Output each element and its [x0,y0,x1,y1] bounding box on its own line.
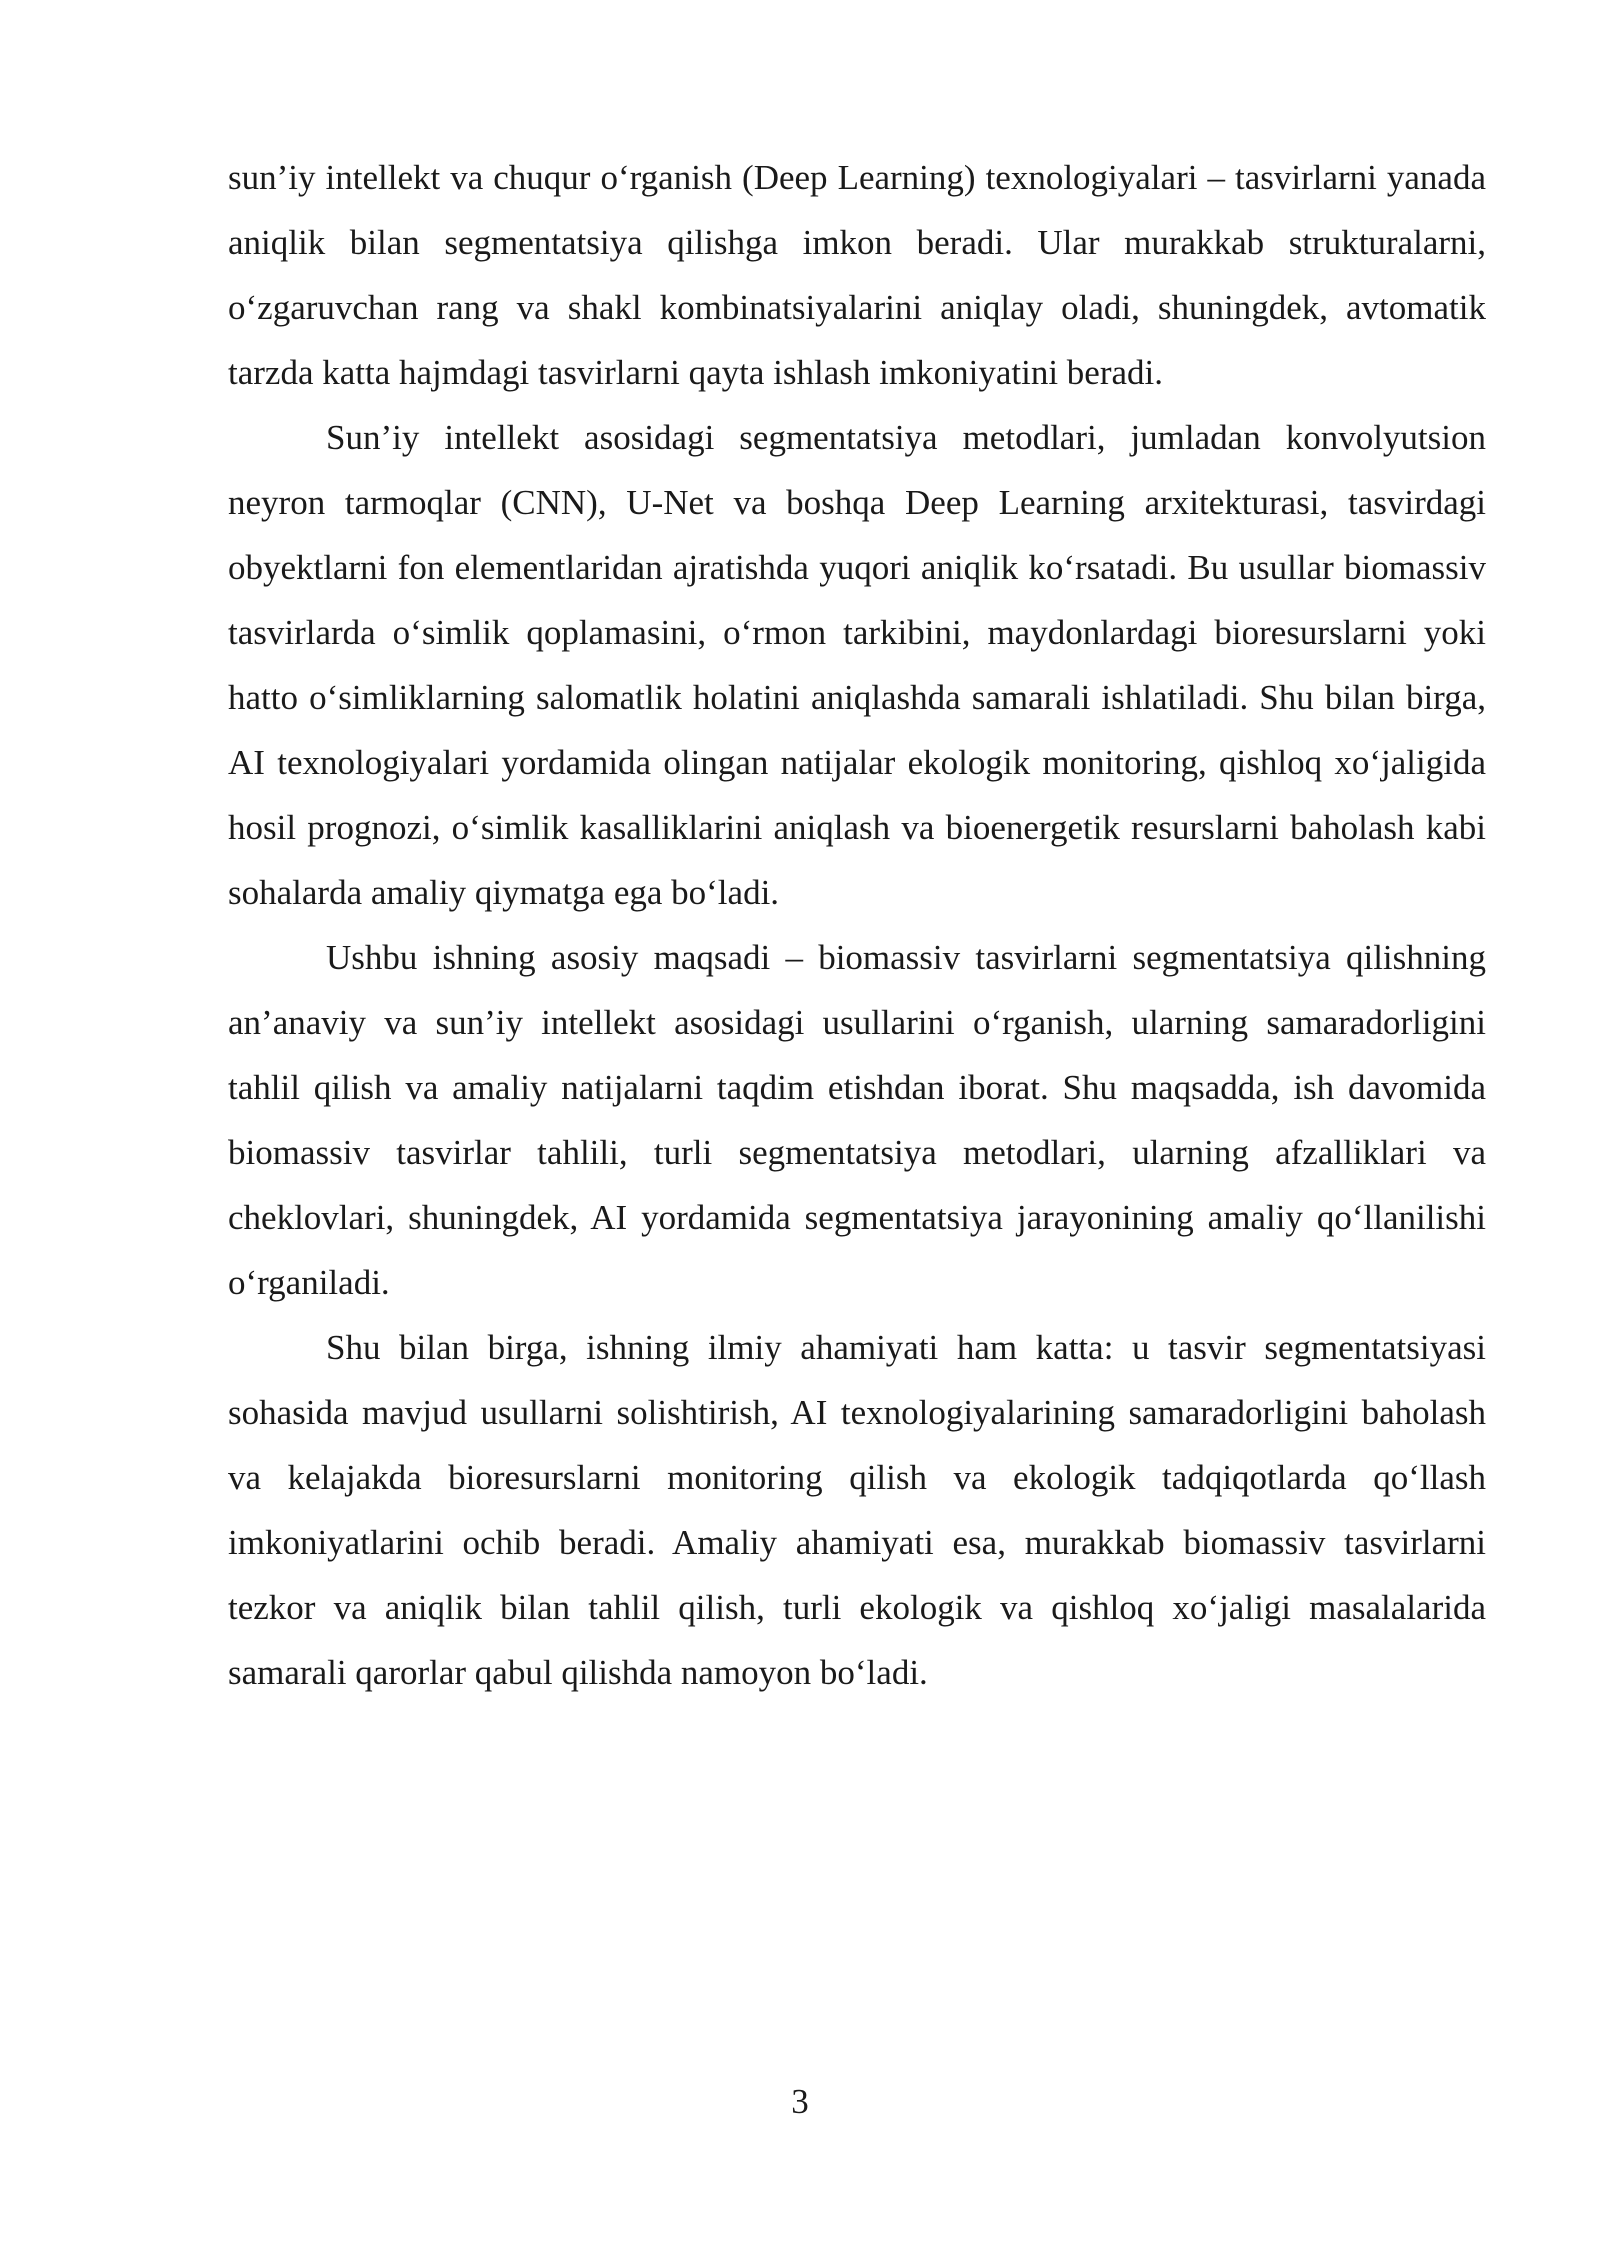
page-number: 3 [791,2082,809,2121]
paragraph-continuation: sun’iy intellekt va chuqur o‘rganish (Deep Learning) texnologiyalari – tasvirlarni yanada aniqlik bilan segmentatsiya qilishga imkon beradi. Ular murakkab strukturalarni, o‘zgaruvchan rang va shakl kombinatsiyalarini aniqlay oladi, shuningdek, avtomatik tarzda katta hajmdagi tasvirlarni qayta ishlash imkoniyatini beradi. [228,158,1486,392]
body-text [228,145,1486,1705]
paragraph-scientific-significance: Shu bilan birga, ishning ilmiy ahamiyati ham katta: u tasvir segmentatsiyasi sohasida mavjud usullarni solishtirish, AI texnologiyalarining samaradorligini baholash va kelajakda bioresurslarni monitoring qilish va ekologik tadqiqotlarda qo‘llash imkoniyatlarini ochib beradi. Amaliy ahamiyati esa, murakkab biomassiv tasvirlarni tezkor va aniqlik bilan tahlil qilish, turli ekologik va qishloq xo‘jaligi masalalarida samarali qarorlar qabul qilishda namoyon bo‘ladi. [228,1328,1486,1692]
paragraph-ai-segmentation-methods: Sun’iy intellekt asosidagi segmentatsiya metodlari, jumladan konvolyutsion neyron tarmoqlar (CNN), U-Net va boshqa Deep Learning arxitekturasi, tasvirdagi obyektlarni fon elementlaridan ajratishda yuqori aniqlik ko‘rsatadi. Bu usullar biomassiv tasvirlarda o‘simlik qoplamasini, o‘rmon tarkibini, maydonlardagi bioresurslarni yoki hatto o‘simliklarning salomatlik holatini aniqlashda samarali ishlatiladi. Shu bilan birga, AI texnologiyalari yordamida olingan natijalar ekologik monitoring, qishloq xo‘jaligida hosil prognozi, o‘simlik kasalliklarini aniqlash va bioenergetik resurslarni baholash kabi sohalarda amaliy qiymatga ega bo‘ladi. [228,418,1486,912]
paragraph-main-goal: Ushbu ishning asosiy maqsadi – biomassiv tasvirlarni segmentatsiya qilishning an’anaviy va sun’iy intellekt asosidagi usullarini o‘rganish, ularning samaradorligini tahlil qilish va amaliy natijalarni taqdim etishdan iborat. Shu maqsadda, ish davomida biomassiv tasvirlar tahlili, turli segmentatsiya metodlari, ularning afzalliklari va cheklovlari, shuningdek, AI yordamida segmentatsiya jarayonining amaliy qo‘llanilishi o‘rganiladi. [228,938,1486,1302]
